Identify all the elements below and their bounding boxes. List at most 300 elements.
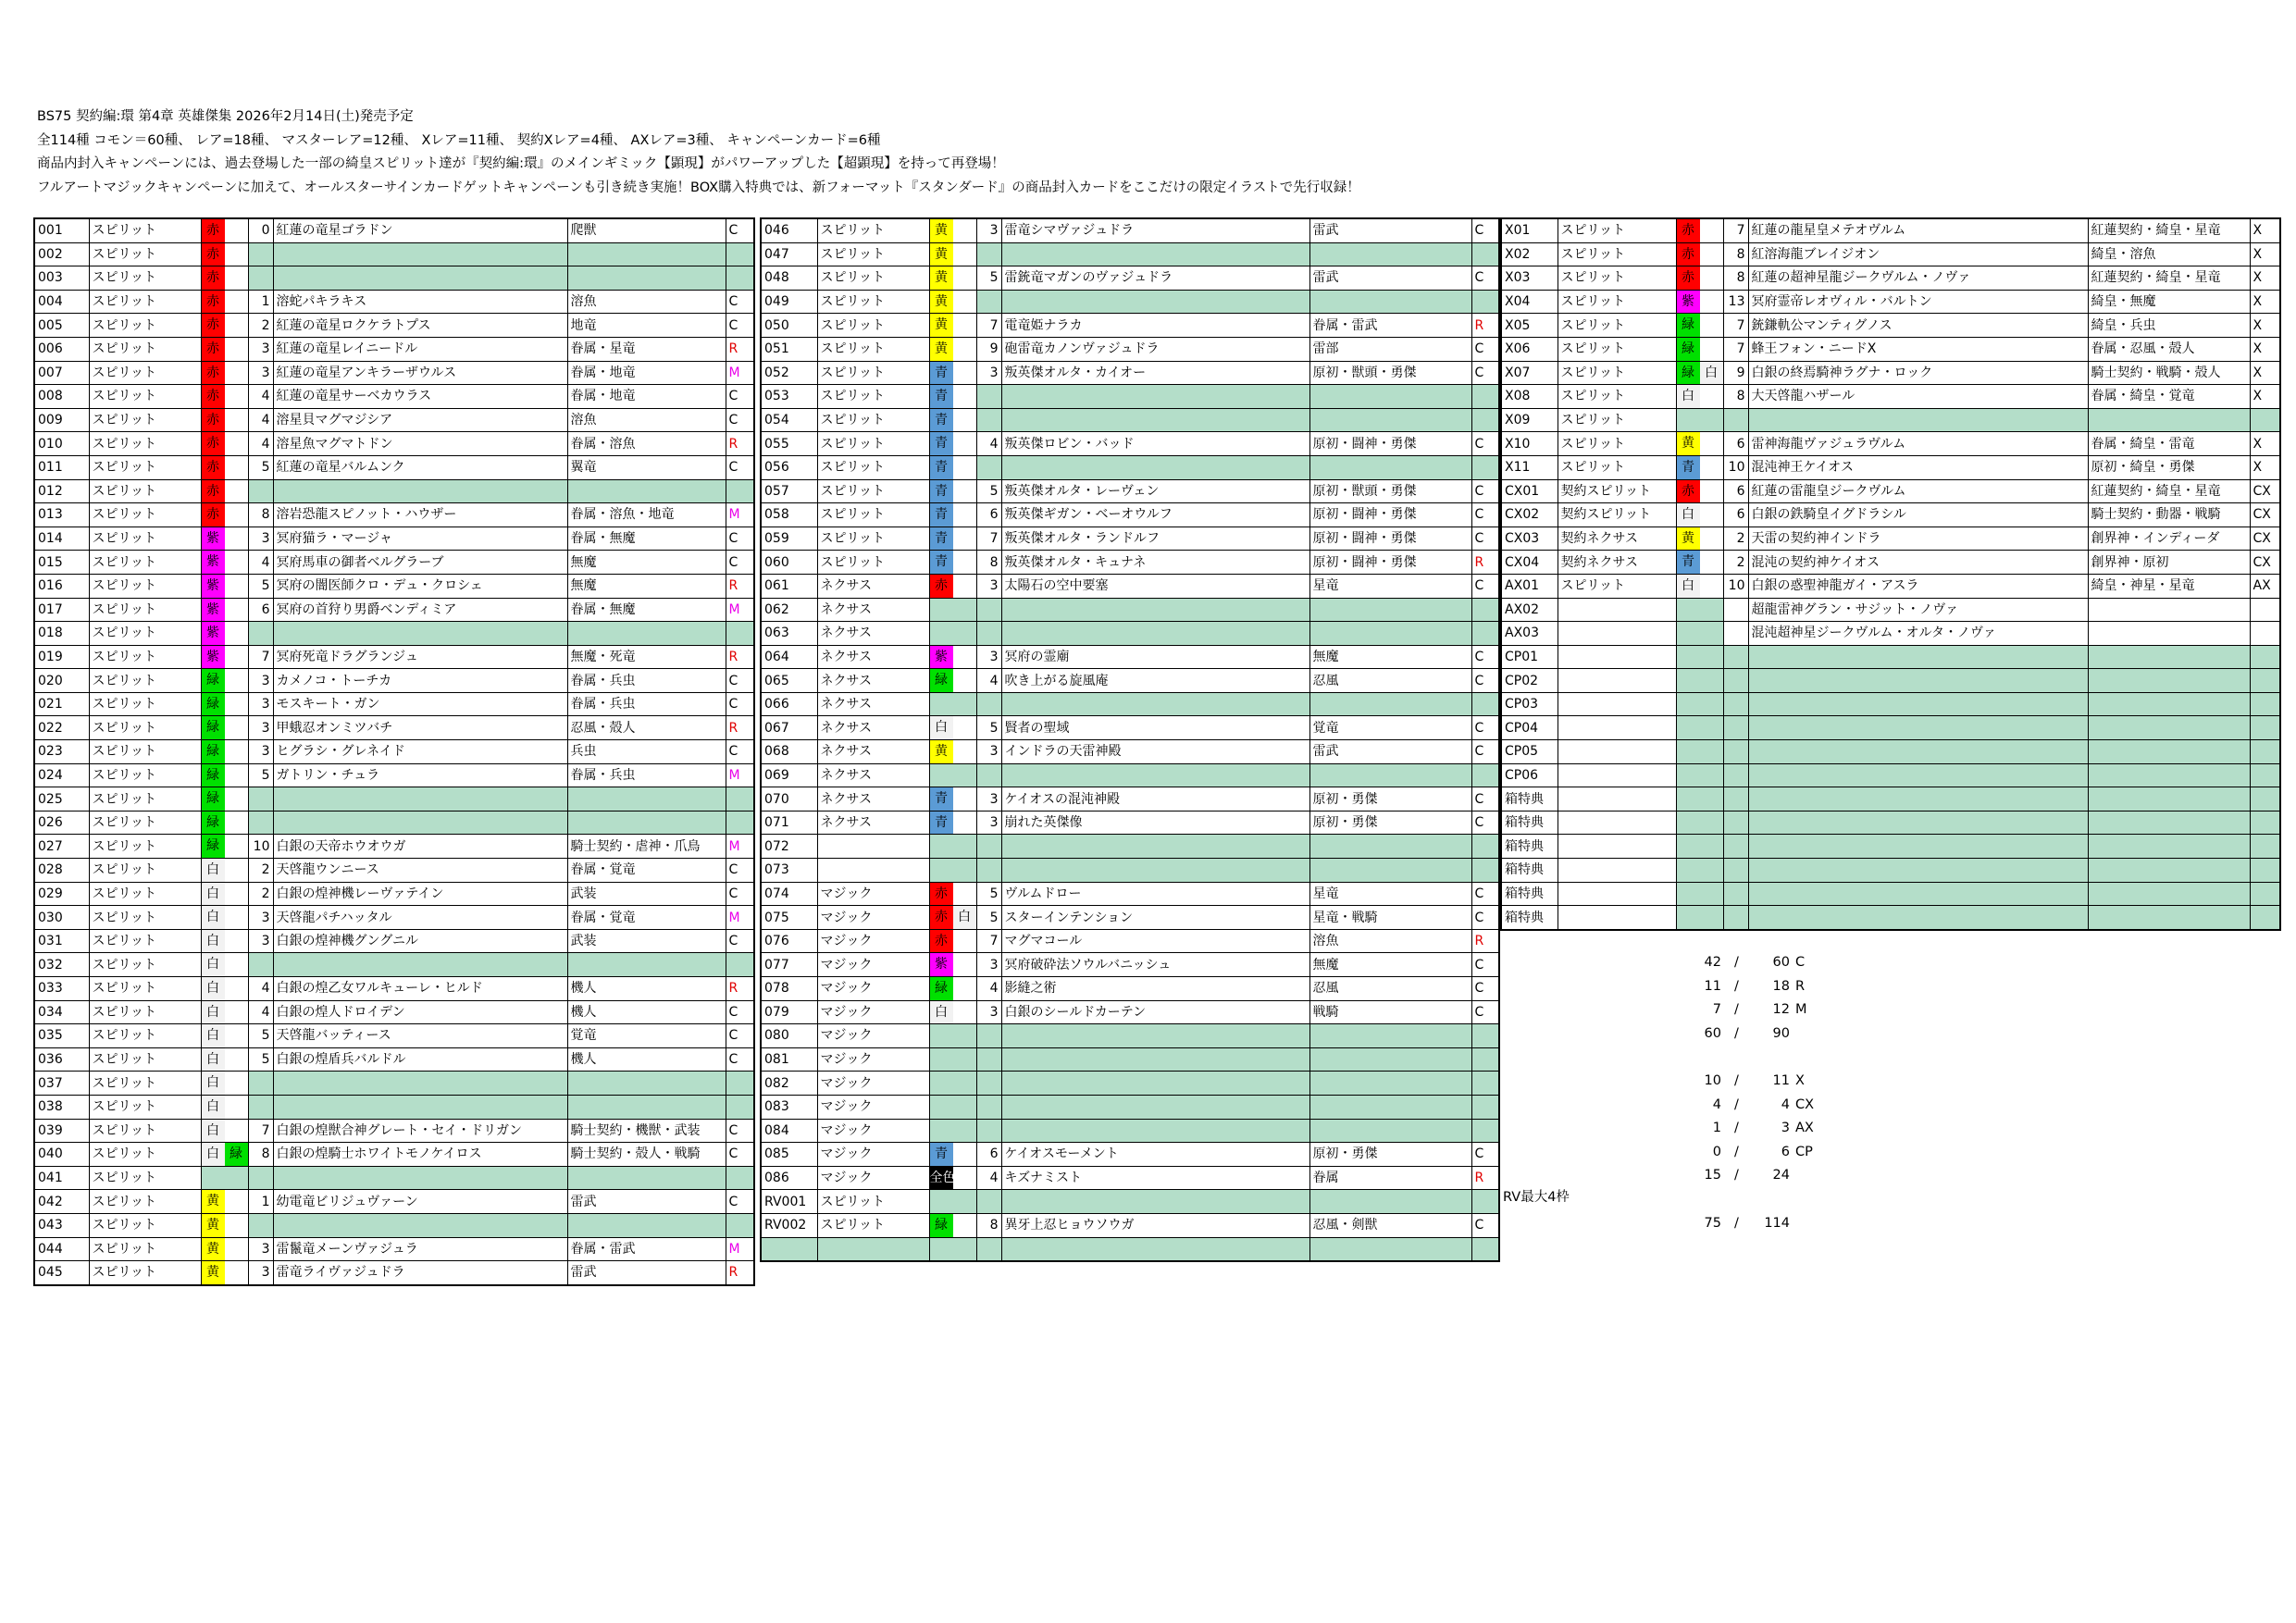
card-color — [1676, 432, 1723, 456]
card-rarity: C — [1471, 669, 1499, 693]
card-color — [1676, 692, 1723, 716]
card-rarity: C — [726, 929, 754, 953]
card-cost — [976, 835, 1001, 859]
card-rarity — [1471, 622, 1499, 646]
card-type: スピリット — [817, 242, 929, 266]
summary-row — [1647, 1070, 1851, 1094]
color-chip: 白 — [202, 1120, 225, 1143]
card-color — [929, 1237, 976, 1261]
color-chip: 黄 — [202, 1261, 225, 1284]
card-cost: 1 — [248, 1190, 273, 1214]
card-family: 機人 — [567, 1047, 726, 1072]
table-row — [1501, 906, 2280, 930]
card-number: CP03 — [1501, 692, 1558, 716]
card-rarity: CX — [2250, 503, 2280, 527]
card-family: 機人 — [567, 977, 726, 1001]
card-rarity: X — [2250, 242, 2280, 266]
card-family: 星竜・戦騎 — [1309, 906, 1471, 930]
card-number: 010 — [34, 432, 89, 456]
card-name: 雷竜シマヴァジュドラ — [1001, 218, 1309, 242]
card-cost: 8 — [1723, 242, 1748, 266]
card-color — [201, 669, 248, 693]
card-type: マジック — [817, 1024, 929, 1048]
card-number: 056 — [761, 455, 817, 479]
card-family: 原初・獣頭・勇傑 — [1309, 361, 1471, 385]
card-cost: 3 — [248, 527, 273, 551]
card-cost: 10 — [1723, 455, 1748, 479]
card-type — [1558, 906, 1676, 930]
card-family — [2088, 716, 2250, 740]
card-cost — [976, 455, 1001, 479]
card-cost: 7 — [248, 645, 273, 669]
card-number: 017 — [34, 598, 89, 622]
summary-slash: / — [1734, 1144, 1739, 1159]
card-name: マグマコール — [1001, 929, 1309, 953]
card-number: 026 — [34, 811, 89, 835]
card-name: 天啓龍パチハッタル — [273, 906, 567, 930]
card-number: 048 — [761, 266, 817, 291]
card-cost — [248, 787, 273, 812]
table-row — [34, 290, 754, 314]
card-family: 騎士契約・戦騎・殻人 — [2088, 361, 2250, 385]
table-row — [761, 811, 1499, 835]
card-type: 契約スピリット — [1558, 479, 1676, 503]
card-family — [1309, 763, 1471, 787]
card-name: 紅蓮の雷龍皇ジークヴルム — [1748, 479, 2088, 503]
card-rarity: C — [726, 1190, 754, 1214]
card-cost — [248, 953, 273, 977]
card-family — [2088, 645, 2250, 669]
card-type: スピリット — [817, 1190, 929, 1214]
card-cost: 3 — [976, 740, 1001, 764]
color-chip: 赤 — [930, 883, 953, 906]
card-name: 溶星貝マグマジシア — [273, 408, 567, 432]
card-cost: 4 — [976, 1166, 1001, 1190]
card-family: 原初・勇傑 — [1309, 1143, 1471, 1167]
card-family — [1309, 598, 1471, 622]
card-name: 雷銃竜マガンのヴァジュドラ — [1001, 266, 1309, 291]
card-number: 箱特典 — [1501, 882, 1558, 906]
summary-count: 15 — [1704, 1168, 1721, 1183]
table-row — [761, 1190, 1499, 1214]
card-type: スピリット — [89, 455, 201, 479]
card-name — [1001, 692, 1309, 716]
card-type: ネクサス — [817, 811, 929, 835]
card-cost — [248, 242, 273, 266]
card-rarity — [1471, 859, 1499, 883]
table-row — [34, 669, 754, 693]
card-name: ケイオスの混沌神殿 — [1001, 787, 1309, 812]
card-family — [567, 1213, 726, 1237]
card-type: スピリット — [89, 574, 201, 598]
card-type: スピリット — [89, 598, 201, 622]
card-color — [929, 1072, 976, 1096]
card-type: スピリット — [89, 763, 201, 787]
summary-slash: / — [1734, 1168, 1739, 1183]
table-row — [34, 337, 754, 361]
card-type: スピリット — [89, 361, 201, 385]
table-row — [34, 385, 754, 409]
card-name: 白銀の煌人ドロイデン — [273, 1000, 567, 1024]
summary-row — [1647, 1188, 1851, 1212]
card-type: ネクサス — [817, 716, 929, 740]
card-rarity: C — [1471, 574, 1499, 598]
table-row — [34, 645, 754, 669]
card-type: スピリット — [89, 1237, 201, 1261]
card-number: 080 — [761, 1024, 817, 1048]
card-type: ネクサス — [817, 645, 929, 669]
card-type — [1558, 740, 1676, 764]
card-rarity — [2250, 408, 2280, 432]
card-number: 030 — [34, 906, 89, 930]
table-row — [34, 692, 754, 716]
card-cost — [1723, 811, 1748, 835]
color-chip: 黄 — [1677, 527, 1700, 551]
card-number: 028 — [34, 859, 89, 883]
card-type: スピリット — [817, 503, 929, 527]
table-row — [761, 929, 1499, 953]
card-cost — [976, 1119, 1001, 1143]
card-rarity — [2250, 835, 2280, 859]
card-rarity: C — [1471, 1213, 1499, 1237]
card-color — [929, 432, 976, 456]
table-row — [761, 1095, 1499, 1119]
color-chip: 黄 — [930, 291, 953, 314]
card-number: 020 — [34, 669, 89, 693]
card-type: スピリット — [89, 692, 201, 716]
table-row — [34, 574, 754, 598]
card-type: ネクサス — [817, 692, 929, 716]
table-row — [34, 763, 754, 787]
summary-total: 4 — [1781, 1096, 1790, 1112]
card-cost: 6 — [976, 1143, 1001, 1167]
table-row — [34, 455, 754, 479]
card-color — [201, 1143, 248, 1167]
card-color — [201, 337, 248, 361]
summary-count: 10 — [1704, 1073, 1721, 1088]
table-row — [34, 1119, 754, 1143]
table-row — [34, 740, 754, 764]
card-rarity: C — [1471, 906, 1499, 930]
table-row — [1501, 763, 2280, 787]
color-chip: 白 — [202, 1024, 225, 1047]
card-cost: 8 — [1723, 385, 1748, 409]
card-family — [1309, 385, 1471, 409]
color-chip: 白 — [202, 953, 225, 976]
card-family — [567, 479, 726, 503]
table-row — [761, 242, 1499, 266]
card-number: 023 — [34, 740, 89, 764]
card-color — [1676, 598, 1723, 622]
card-rarity — [2250, 811, 2280, 835]
card-rarity — [1471, 692, 1499, 716]
card-rarity: M — [726, 361, 754, 385]
card-name — [273, 242, 567, 266]
card-name: 紅蓮の竜星レイニードル — [273, 337, 567, 361]
card-name: ケイオスモーメント — [1001, 1143, 1309, 1167]
card-color — [201, 266, 248, 291]
card-family: 雷武 — [567, 1261, 726, 1285]
table-row — [1501, 882, 2280, 906]
table-row — [34, 1237, 754, 1261]
card-family: 綺皇・神星・星竜 — [2088, 574, 2250, 598]
card-rarity: R — [1471, 1166, 1499, 1190]
card-color — [201, 527, 248, 551]
card-name: 混沌超神星ジークヴルム・オルタ・ノヴァ — [1748, 622, 2088, 646]
summary-count: 11 — [1704, 978, 1721, 994]
card-number: RV002 — [761, 1213, 817, 1237]
card-family: 創界神・インディーダ — [2088, 527, 2250, 551]
table-row — [1501, 314, 2280, 338]
card-name — [1748, 716, 2088, 740]
card-rarity — [1471, 290, 1499, 314]
card-rarity — [1471, 1095, 1499, 1119]
card-type: マジック — [817, 882, 929, 906]
card-color — [929, 1095, 976, 1119]
card-color — [929, 622, 976, 646]
card-number: 032 — [34, 953, 89, 977]
card-rarity: C — [1471, 361, 1499, 385]
card-name — [1001, 1119, 1309, 1143]
summary-slash: / — [1734, 1096, 1739, 1112]
card-color — [201, 740, 248, 764]
card-type: スピリット — [89, 432, 201, 456]
card-color — [201, 906, 248, 930]
card-type: 契約ネクサス — [1558, 551, 1676, 575]
rv-note: RV最大4枠 — [1503, 1190, 1570, 1205]
card-number: CX03 — [1501, 527, 1558, 551]
table-row — [761, 574, 1499, 598]
card-family: 戦騎 — [1309, 1000, 1471, 1024]
card-type: マジック — [817, 1095, 929, 1119]
header-line-3: 商品内封入キャンペーンには、過去登場した一部の綺皇スピリット達が『契約編:環』のメインギミック【顕現】がパワーアップした【超顕現】を持って再登場！ — [37, 156, 1005, 172]
table-row — [34, 1143, 754, 1167]
card-number: 040 — [34, 1143, 89, 1167]
card-color — [1676, 906, 1723, 930]
card-family: 覚竜 — [567, 1024, 726, 1048]
card-color — [201, 385, 248, 409]
table-row — [761, 953, 1499, 977]
table-row — [1501, 551, 2280, 575]
card-number: 067 — [761, 716, 817, 740]
card-list-table-3 — [1500, 217, 2281, 931]
card-rarity — [726, 1166, 754, 1190]
card-number: 068 — [761, 740, 817, 764]
table-row — [34, 953, 754, 977]
card-rarity: R — [1471, 551, 1499, 575]
card-color — [1676, 408, 1723, 432]
card-family: 騎士契約・機獣・武装 — [567, 1119, 726, 1143]
card-family: 溶魚 — [567, 408, 726, 432]
card-type: スピリット — [89, 1024, 201, 1048]
card-rarity: C — [1471, 1143, 1499, 1167]
card-color — [929, 692, 976, 716]
color-chip: 白 — [202, 883, 225, 906]
card-family: 無魔 — [567, 551, 726, 575]
card-name: 溶岩恐龍スピノット・ハウザー — [273, 503, 567, 527]
summary-slash: / — [1734, 1121, 1739, 1136]
card-family: 紅蓮契約・綺皇・星竜 — [2088, 218, 2250, 242]
table-row — [34, 479, 754, 503]
table-row — [761, 337, 1499, 361]
color-chip: 黄 — [930, 338, 953, 361]
card-type: スピリット — [89, 1047, 201, 1072]
card-rarity — [726, 787, 754, 812]
card-color — [201, 1237, 248, 1261]
card-type: スピリット — [89, 929, 201, 953]
card-rarity: C — [1471, 953, 1499, 977]
card-cost: 3 — [248, 740, 273, 764]
card-name: 紅蓮の竜星ゴラドン — [273, 218, 567, 242]
card-name: 混沌の契約神ケイオス — [1748, 551, 2088, 575]
card-color — [201, 622, 248, 646]
table-row — [34, 859, 754, 883]
card-number: 043 — [34, 1213, 89, 1237]
card-number: 003 — [34, 266, 89, 291]
card-color — [201, 929, 248, 953]
card-number: 060 — [761, 551, 817, 575]
card-type: スピリット — [1558, 242, 1676, 266]
card-name: 天啓龍ウンニース — [273, 859, 567, 883]
table-row — [34, 787, 754, 812]
card-number: 箱特典 — [1501, 835, 1558, 859]
card-rarity — [726, 1213, 754, 1237]
color-chip: 白 — [930, 716, 953, 739]
color-chip: 青 — [930, 1143, 953, 1166]
color-chip: 黄 — [930, 219, 953, 242]
card-family: 原初・勇傑 — [1309, 787, 1471, 812]
card-family: 眷属・雷武 — [1309, 314, 1471, 338]
table-row — [1501, 527, 2280, 551]
card-color — [201, 787, 248, 812]
card-rarity: X — [2250, 314, 2280, 338]
card-cost: 3 — [976, 953, 1001, 977]
table-row — [34, 408, 754, 432]
summary-row — [1647, 998, 1851, 1022]
card-family — [567, 1072, 726, 1096]
card-rarity — [1471, 455, 1499, 479]
card-cost: 3 — [248, 692, 273, 716]
card-type: スピリット — [1558, 266, 1676, 291]
card-type: スピリット — [1558, 432, 1676, 456]
card-type: スピリット — [89, 1213, 201, 1237]
table-row — [34, 266, 754, 291]
card-color — [201, 953, 248, 977]
card-family: 眷属・無魔 — [567, 598, 726, 622]
table-row — [761, 622, 1499, 646]
card-color — [201, 290, 248, 314]
card-number: 062 — [761, 598, 817, 622]
summary-slash: / — [1734, 978, 1739, 994]
card-cost: 3 — [248, 906, 273, 930]
color-chip: 赤 — [202, 266, 225, 290]
card-color — [929, 1213, 976, 1237]
card-rarity: C — [726, 1143, 754, 1167]
card-family: 眷属・忍風・殻人 — [2088, 337, 2250, 361]
card-color — [929, 787, 976, 812]
card-type — [1558, 859, 1676, 883]
table-row — [761, 787, 1499, 812]
document-header — [37, 105, 2258, 200]
summary-unit: M — [1795, 1002, 1807, 1018]
card-family: 騎士契約・動器・戦騎 — [2088, 503, 2250, 527]
card-rarity: R — [726, 716, 754, 740]
card-type: ネクサス — [817, 787, 929, 812]
card-name — [1001, 385, 1309, 409]
card-name: 銃鎌軌公マンティグノス — [1748, 314, 2088, 338]
card-type — [1558, 716, 1676, 740]
color-chip: 赤 — [1677, 219, 1700, 242]
card-number: CP01 — [1501, 645, 1558, 669]
color-chip: 青 — [930, 787, 953, 811]
card-number: 066 — [761, 692, 817, 716]
color-chip: 緑 — [202, 669, 225, 692]
card-cost — [1723, 716, 1748, 740]
color-chip: 紫 — [202, 646, 225, 669]
table-row — [761, 527, 1499, 551]
card-name: 吹き上がる旋風庵 — [1001, 669, 1309, 693]
table-row — [1501, 503, 2280, 527]
card-color — [929, 835, 976, 859]
table-row — [1501, 598, 2280, 622]
card-name: 崩れた英傑像 — [1001, 811, 1309, 835]
card-family: 雷武 — [1309, 266, 1471, 291]
card-rarity — [2250, 645, 2280, 669]
card-color — [929, 1190, 976, 1214]
card-rarity: X — [2250, 337, 2280, 361]
table-row — [34, 1190, 754, 1214]
table-row — [761, 906, 1499, 930]
table-row — [761, 218, 1499, 242]
card-number: 084 — [761, 1119, 817, 1143]
table-row — [1501, 337, 2280, 361]
card-name — [1748, 811, 2088, 835]
card-number: 014 — [34, 527, 89, 551]
card-color — [929, 527, 976, 551]
summary-row — [1647, 1141, 1851, 1165]
table-row — [34, 242, 754, 266]
card-type: スピリット — [1558, 218, 1676, 242]
card-color — [1676, 669, 1723, 693]
card-type: スピリット — [1558, 337, 1676, 361]
color-chip: 黄 — [930, 314, 953, 337]
card-number: 025 — [34, 787, 89, 812]
card-number: 031 — [34, 929, 89, 953]
card-rarity: C — [1471, 337, 1499, 361]
table-row — [1501, 811, 2280, 835]
card-number: 027 — [34, 835, 89, 859]
card-color — [1676, 242, 1723, 266]
color-chip: 紫 — [930, 953, 953, 976]
card-list-table-1 — [33, 217, 755, 1286]
card-number: 077 — [761, 953, 817, 977]
card-number: 047 — [761, 242, 817, 266]
card-number: X02 — [1501, 242, 1558, 266]
table-row — [34, 314, 754, 338]
card-cost: 4 — [248, 385, 273, 409]
card-type: ネクサス — [817, 622, 929, 646]
summary-unit: X — [1795, 1073, 1805, 1088]
card-type: スピリット — [817, 479, 929, 503]
card-name: 叛英傑オルタ・カイオー — [1001, 361, 1309, 385]
table-row — [34, 1000, 754, 1024]
card-cost: 3 — [976, 361, 1001, 385]
card-cost: 3 — [248, 361, 273, 385]
card-rarity: R — [726, 977, 754, 1001]
card-name: 紅蓮の竜星ロクケラトプス — [273, 314, 567, 338]
card-number: X01 — [1501, 218, 1558, 242]
card-family — [1309, 622, 1471, 646]
